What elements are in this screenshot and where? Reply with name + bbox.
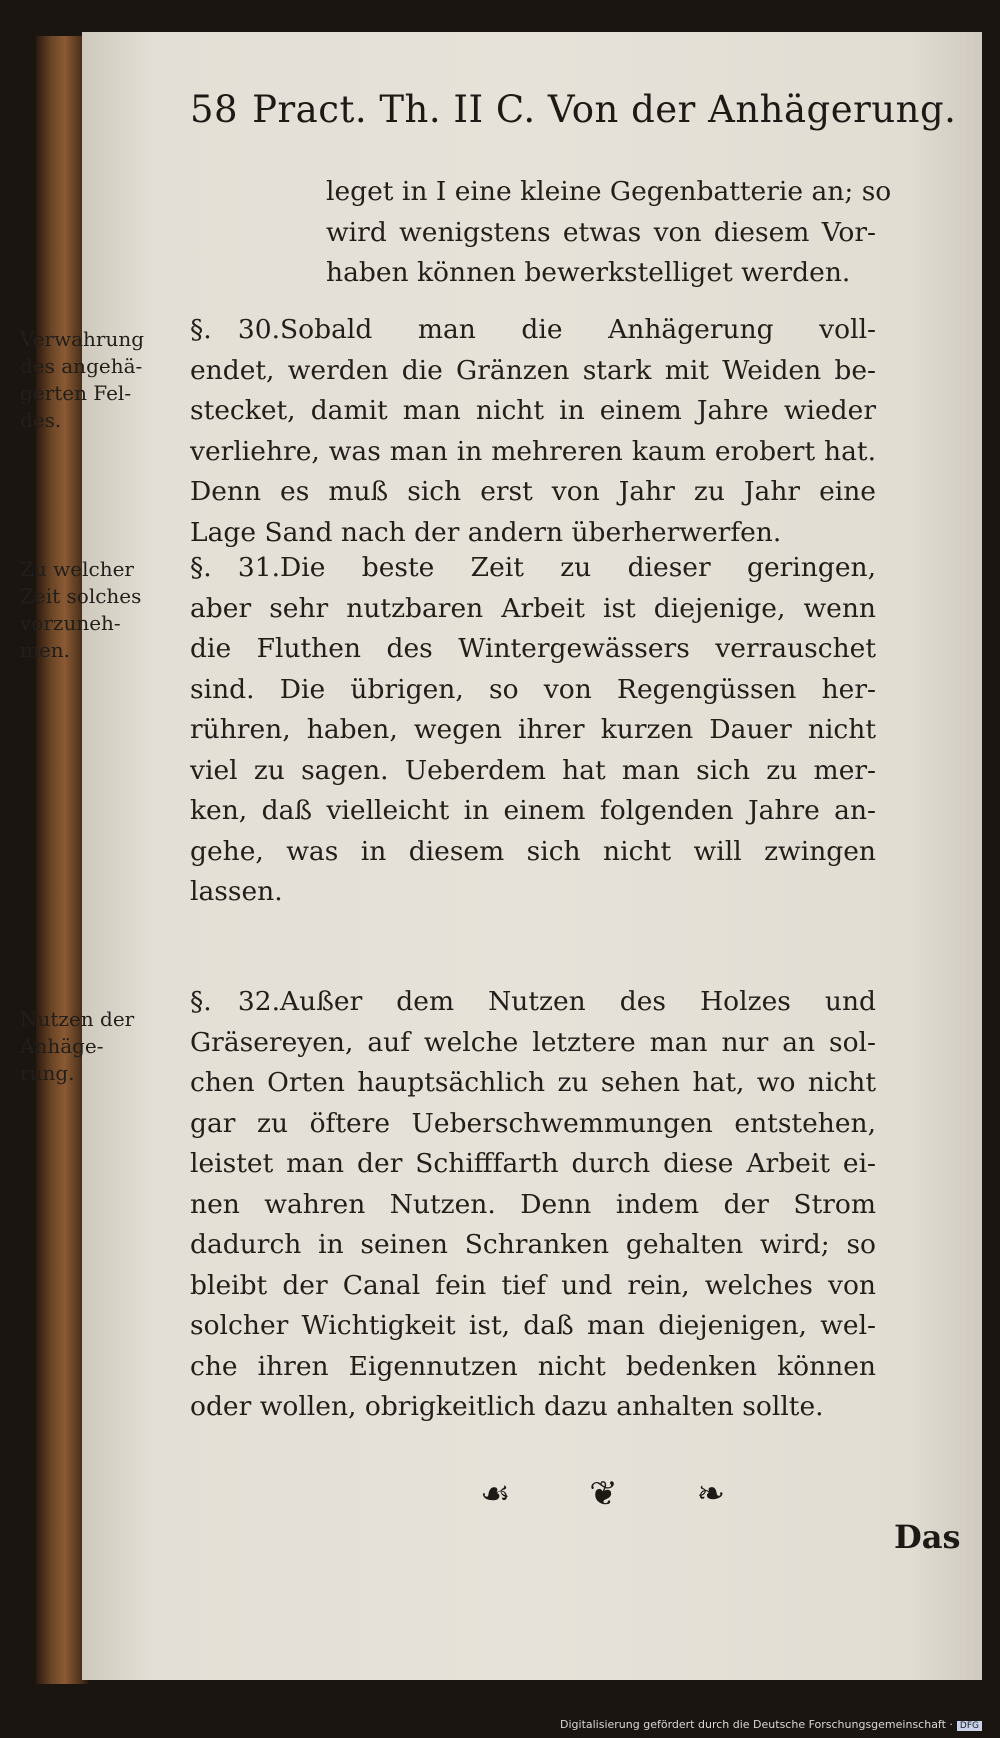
text-line: ken, daß vielleicht in einem folgenden Jahre an- <box>190 795 876 826</box>
text-line: Außer dem Nutzen des Holzes und <box>280 986 876 1017</box>
text-line: endet, werden die Gränzen stark mit Weiden be- <box>190 354 876 386</box>
text-line: sind. Die übrigen, so von Regengüssen her- <box>190 673 876 705</box>
margin-note-line: des. <box>20 408 62 432</box>
digitization-credit <box>560 1718 982 1731</box>
margin-note-line: Zeit solches <box>20 584 142 608</box>
section-marker: §. 31. <box>190 552 280 583</box>
text-line: solcher Wichtigkeit ist, daß man diejenigen, wel- <box>190 1310 876 1341</box>
text-line: haben können bewerkstelliget werden. <box>326 257 851 288</box>
catchword: Das <box>894 1518 961 1556</box>
text-line: chen Orten hauptsächlich zu sehen hat, wo nicht <box>190 1067 876 1098</box>
margin-note-30 <box>20 326 160 434</box>
book-spine <box>36 36 88 1684</box>
text-line: bleibt der Canal fein tief und rein, welches von <box>190 1269 876 1301</box>
text-line: viel zu sagen. Ueberdem hat man sich zu mer- <box>190 754 876 786</box>
page-number: 58 <box>190 88 239 131</box>
margin-note-line: vorzuneh- <box>20 611 121 635</box>
text-line: leistet man der Schifffarth durch diese Arbeit ei- <box>190 1148 876 1179</box>
credit-text: Digitalisierung gefördert durch die Deutsche Forschungsgemeinschaft · <box>560 1718 953 1731</box>
section-marker: §. 30. <box>190 314 280 345</box>
intro-paragraph <box>326 172 892 294</box>
text-line: verliehre, was man in mehreren kaum erobert hat. <box>190 435 876 467</box>
running-title: Pract. Th. II C. Von der Anhägerung. <box>252 88 957 131</box>
text-line: nen wahren Nutzen. Denn indem der Strom <box>190 1188 876 1220</box>
text-line: Denn es muß sich erst von Jahr zu Jahr eine <box>190 476 876 507</box>
text-line: gar zu öftere Ueberschwemmungen entstehen, <box>190 1107 876 1139</box>
text-line: gehe, was in diesem sich nicht will zwingen <box>190 835 876 867</box>
margin-note-31 <box>20 556 160 664</box>
text-line: Lage Sand nach der andern überherwerfen. <box>190 516 782 548</box>
margin-note-line: Verwahrung <box>20 327 145 351</box>
text-line: Die beste Zeit zu dieser geringen, <box>280 552 876 583</box>
section-marker: §. 32. <box>190 986 280 1017</box>
section-30 <box>190 310 876 553</box>
text-line: leget in I eine kleine Gegenbatterie an; so <box>326 176 892 207</box>
text-line: die Fluthen des Wintergewässers verrauschet <box>190 633 876 664</box>
text-line: wird wenigstens etwas von diesem Vor- <box>326 216 876 248</box>
section-32 <box>190 982 876 1428</box>
margin-note-line: des angehä- <box>20 354 143 378</box>
text-line: Sobald man die Anhägerung voll- <box>280 314 876 345</box>
margin-note-line: men. <box>20 638 71 662</box>
section-31 <box>190 548 876 913</box>
margin-note-line: rung. <box>20 1061 75 1085</box>
text-line: dadurch in seinen Schranken gehalten wird; so <box>190 1229 876 1260</box>
margin-note-line: Zu welcher <box>20 557 134 581</box>
margin-note-line: Nutzen der <box>20 1007 135 1031</box>
text-line: lassen. <box>190 876 283 907</box>
text-line: Gräsereyen, auf welche letztere man nur an sol- <box>190 1026 876 1058</box>
running-header <box>190 88 956 131</box>
text-line: che ihren Eigennutzen nicht bedenken können <box>190 1350 876 1382</box>
text-line: stecket, damit man nicht in einem Jahre wieder <box>190 395 876 426</box>
text-line: aber sehr nutzbaren Arbeit ist diejenige, wenn <box>190 592 876 624</box>
margin-note-32 <box>20 1006 160 1087</box>
dfg-logo-icon: DFG <box>957 1721 982 1731</box>
margin-note-line: gerten Fel- <box>20 381 132 405</box>
fleuron-ornament: ☙ ❦ ❧ <box>480 1474 760 1514</box>
margin-note-line: Anhäge- <box>20 1034 104 1058</box>
text-line: rühren, haben, wegen ihrer kurzen Dauer nicht <box>190 714 876 745</box>
text-line: oder wollen, obrigkeitlich dazu anhalten sollte. <box>190 1391 824 1422</box>
